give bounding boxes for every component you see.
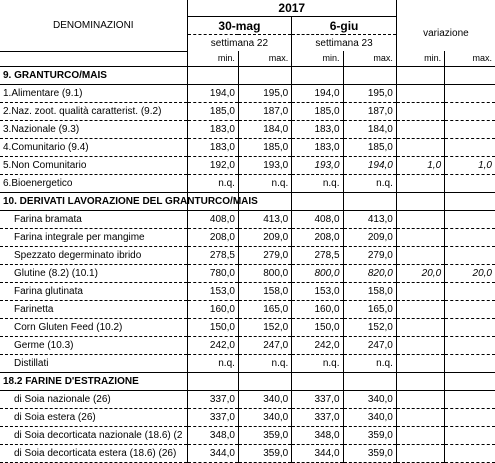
cell-vmax xyxy=(445,84,495,102)
cell-p1min: 185,0 xyxy=(187,102,238,120)
cell-vmax xyxy=(445,408,495,426)
cell-p1min: 348,0 xyxy=(187,426,238,444)
section-blank-cell xyxy=(396,66,444,84)
cell-vmin xyxy=(396,210,444,228)
section-title: 10. DERIVATI LAVORAZIONE DEL GRANTURCO/MAIS xyxy=(0,192,187,210)
row-name: Farina bramata xyxy=(0,210,187,228)
section-blank-cell xyxy=(343,372,396,390)
section-blank-cell xyxy=(238,372,291,390)
cell-p2max: 185,0 xyxy=(343,138,396,156)
cell-vmax xyxy=(445,426,495,444)
section-header xyxy=(0,66,495,84)
table-row xyxy=(0,138,495,156)
cell-p1max: 152,0 xyxy=(238,318,291,336)
row-name: 3.Nazionale (9.3) xyxy=(0,120,187,138)
table-row xyxy=(0,300,495,318)
cell-vmin xyxy=(396,246,444,264)
cell-vmin xyxy=(396,282,444,300)
cell-vmax xyxy=(445,354,495,372)
cell-vmax xyxy=(445,102,495,120)
cell-vmin xyxy=(396,84,444,102)
cell-vmax xyxy=(445,120,495,138)
cell-p2max: 340,0 xyxy=(343,390,396,408)
cell-vmax xyxy=(445,390,495,408)
table-row xyxy=(0,390,495,408)
table-row xyxy=(0,156,495,174)
period-2-date: 6-giu xyxy=(292,17,397,35)
section-title: 9. GRANTURCO/MAIS xyxy=(0,66,187,84)
row-name: Spezzato degerminato ibrido xyxy=(0,246,187,264)
section-blank-cell xyxy=(292,66,343,84)
cell-vmin: 20,0 xyxy=(396,264,444,282)
cell-vmin xyxy=(396,102,444,120)
row-name: Glutine (8.2) (10.1) xyxy=(0,264,187,282)
cell-vmin xyxy=(396,228,444,246)
section-blank-cell xyxy=(343,192,396,210)
cell-vmax xyxy=(445,282,495,300)
cell-vmax: 1,0 xyxy=(445,156,495,174)
cell-vmax xyxy=(445,210,495,228)
cell-p1max: 209,0 xyxy=(238,228,291,246)
cell-p1max: 279,0 xyxy=(238,246,291,264)
cell-p1max: 800,0 xyxy=(238,264,291,282)
cell-p2min: 337,0 xyxy=(292,408,343,426)
cell-p1max: 195,0 xyxy=(238,84,291,102)
cell-p1max: n.q. xyxy=(238,174,291,192)
row-name: Farinetta xyxy=(0,300,187,318)
cell-p1max: n.q. xyxy=(238,354,291,372)
row-name: Germe (10.3) xyxy=(0,336,187,354)
cell-p1max: 184,0 xyxy=(238,120,291,138)
cell-vmax xyxy=(445,228,495,246)
cell-p1min: 208,0 xyxy=(187,228,238,246)
row-name: Farina integrale per mangime xyxy=(0,228,187,246)
cell-p1min: 150,0 xyxy=(187,318,238,336)
cell-p2max: 413,0 xyxy=(343,210,396,228)
table-row xyxy=(0,84,495,102)
cell-p2min: 337,0 xyxy=(292,390,343,408)
cell-vmax: 20,0 xyxy=(445,264,495,282)
cell-p1max: 247,0 xyxy=(238,336,291,354)
table-row xyxy=(0,336,495,354)
table-row xyxy=(0,264,495,282)
cell-p2max: 209,0 xyxy=(343,228,396,246)
section-blank-cell xyxy=(238,66,291,84)
cell-vmin xyxy=(396,336,444,354)
year-header-blank xyxy=(396,0,495,17)
cell-vmax xyxy=(445,246,495,264)
cell-p2min: 278,5 xyxy=(292,246,343,264)
table-row xyxy=(0,102,495,120)
cell-vmin: 1,0 xyxy=(396,156,444,174)
section-blank-cell xyxy=(187,66,238,84)
section-blank-cell xyxy=(343,66,396,84)
cell-p2max: 194,0 xyxy=(343,156,396,174)
cell-p1max: 158,0 xyxy=(238,282,291,300)
cell-p2min: 344,0 xyxy=(292,444,343,462)
cell-p1min: 408,0 xyxy=(187,210,238,228)
cell-p1min: 153,0 xyxy=(187,282,238,300)
table-row xyxy=(0,318,495,336)
cell-p1min: n.q. xyxy=(187,354,238,372)
cell-vmin xyxy=(396,408,444,426)
cell-p1min: 780,0 xyxy=(187,264,238,282)
variazione-max-label: max. xyxy=(445,51,495,66)
cell-p2min: 153,0 xyxy=(292,282,343,300)
section-blank-cell xyxy=(396,192,444,210)
cell-p2min: 208,0 xyxy=(292,228,343,246)
cell-p2min: 193,0 xyxy=(292,156,343,174)
cell-p1max: 187,0 xyxy=(238,102,291,120)
cell-p2max: 247,0 xyxy=(343,336,396,354)
cell-vmin xyxy=(396,174,444,192)
cell-p1max: 359,0 xyxy=(238,426,291,444)
cell-p2min: 348,0 xyxy=(292,426,343,444)
cell-vmin xyxy=(396,300,444,318)
cell-vmin xyxy=(396,444,444,462)
cell-p2min: 408,0 xyxy=(292,210,343,228)
section-blank-cell xyxy=(396,372,444,390)
period-1-max-label: max. xyxy=(238,51,291,66)
cell-p2min: n.q. xyxy=(292,354,343,372)
year-header: 2017 xyxy=(187,0,396,17)
table-row xyxy=(0,210,495,228)
cell-p2max: n.q. xyxy=(343,174,396,192)
header-year-row xyxy=(0,0,495,17)
variazione-min-label: min. xyxy=(396,51,444,66)
cell-vmin xyxy=(396,426,444,444)
cell-p2min: 150,0 xyxy=(292,318,343,336)
cell-p2max: 340,0 xyxy=(343,408,396,426)
row-name: 5.Non Comunitario xyxy=(0,156,187,174)
row-name: Distillati xyxy=(0,354,187,372)
row-name: 1.Alimentare (9.1) xyxy=(0,84,187,102)
cell-p1min: 278,5 xyxy=(187,246,238,264)
cell-p2max: 359,0 xyxy=(343,426,396,444)
cell-p2min: 194,0 xyxy=(292,84,343,102)
row-name: 2.Naz. zoot. qualità caratterist. (9.2) xyxy=(0,102,187,120)
header-minmax-row xyxy=(0,51,495,66)
section-blank-cell xyxy=(445,192,495,210)
table-row xyxy=(0,282,495,300)
period-2-max-label: max. xyxy=(343,51,396,66)
cell-p2min: 183,0 xyxy=(292,138,343,156)
row-name: di Soia decorticata nazionale (18.6) (2 xyxy=(0,426,187,444)
section-blank-cell xyxy=(292,192,343,210)
cell-p2max: 195,0 xyxy=(343,84,396,102)
cell-p1min: 242,0 xyxy=(187,336,238,354)
cell-vmax xyxy=(445,138,495,156)
cell-vmin xyxy=(396,120,444,138)
period-1-min-label: min. xyxy=(187,51,238,66)
period-1-week: settimana 22 xyxy=(187,35,292,52)
cell-p2max: 279,0 xyxy=(343,246,396,264)
cell-vmin xyxy=(396,390,444,408)
row-name: Corn Gluten Feed (10.2) xyxy=(0,318,187,336)
table-row xyxy=(0,174,495,192)
cell-p1max: 359,0 xyxy=(238,444,291,462)
cell-p1max: 165,0 xyxy=(238,300,291,318)
period-2-week: settimana 23 xyxy=(292,35,397,52)
cell-p1min: 160,0 xyxy=(187,300,238,318)
table-row xyxy=(0,354,495,372)
cell-p2min: 185,0 xyxy=(292,102,343,120)
cell-p1max: 340,0 xyxy=(238,390,291,408)
section-blank-cell xyxy=(187,372,238,390)
cell-p2max: 359,0 xyxy=(343,444,396,462)
row-name: di Soia estera (26) xyxy=(0,408,187,426)
cell-p1max: 340,0 xyxy=(238,408,291,426)
cell-p1min: 192,0 xyxy=(187,156,238,174)
cell-vmax xyxy=(445,318,495,336)
table-row xyxy=(0,228,495,246)
cell-vmax xyxy=(445,336,495,354)
cell-vmax xyxy=(445,174,495,192)
cell-p1min: 183,0 xyxy=(187,120,238,138)
cell-p2max: 187,0 xyxy=(343,102,396,120)
cell-vmin xyxy=(396,354,444,372)
period-2-min-label: min. xyxy=(292,51,343,66)
cell-p1min: 337,0 xyxy=(187,390,238,408)
section-blank-cell xyxy=(445,66,495,84)
cell-p2min: 183,0 xyxy=(292,120,343,138)
section-title: 18.2 FARINE D'ESTRAZIONE xyxy=(0,372,187,390)
table-row xyxy=(0,444,495,462)
cell-vmax xyxy=(445,444,495,462)
cell-p2max: 152,0 xyxy=(343,318,396,336)
cell-p2max: 158,0 xyxy=(343,282,396,300)
row-name: di Soia decorticata estera (18.6) (26) xyxy=(0,444,187,462)
cell-vmin xyxy=(396,318,444,336)
cell-vmax xyxy=(445,300,495,318)
cell-p2min: 160,0 xyxy=(292,300,343,318)
row-name: Farina glutinata xyxy=(0,282,187,300)
cell-vmin xyxy=(396,138,444,156)
section-header xyxy=(0,192,495,210)
minmax-blank xyxy=(0,51,187,66)
table-row xyxy=(0,408,495,426)
cell-p2max: 820,0 xyxy=(343,264,396,282)
cell-p1max: 413,0 xyxy=(238,210,291,228)
cell-p2min: n.q. xyxy=(292,174,343,192)
table-row xyxy=(0,246,495,264)
period-1-date: 30-mag xyxy=(187,17,292,35)
cell-p2max: n.q. xyxy=(343,354,396,372)
denominazioni-header: DENOMINAZIONI xyxy=(0,0,187,51)
cell-p2max: 165,0 xyxy=(343,300,396,318)
section-blank-cell xyxy=(292,372,343,390)
cell-p1min: 194,0 xyxy=(187,84,238,102)
section-header xyxy=(0,372,495,390)
cell-p1min: n.q. xyxy=(187,174,238,192)
section-blank-cell xyxy=(445,372,495,390)
row-name: di Soia nazionale (26) xyxy=(0,390,187,408)
cell-p2min: 242,0 xyxy=(292,336,343,354)
variazione-header: variazione xyxy=(396,17,495,52)
table-row xyxy=(0,120,495,138)
cell-p1min: 183,0 xyxy=(187,138,238,156)
cell-p1max: 193,0 xyxy=(238,156,291,174)
cell-p1min: 337,0 xyxy=(187,408,238,426)
cell-p2max: 184,0 xyxy=(343,120,396,138)
cell-p1min: 344,0 xyxy=(187,444,238,462)
cell-p1max: 185,0 xyxy=(238,138,291,156)
cell-p2min: 800,0 xyxy=(292,264,343,282)
row-name: 6.Bioenergetico xyxy=(0,174,187,192)
row-name: 4.Comunitario (9.4) xyxy=(0,138,187,156)
table-row xyxy=(0,426,495,444)
